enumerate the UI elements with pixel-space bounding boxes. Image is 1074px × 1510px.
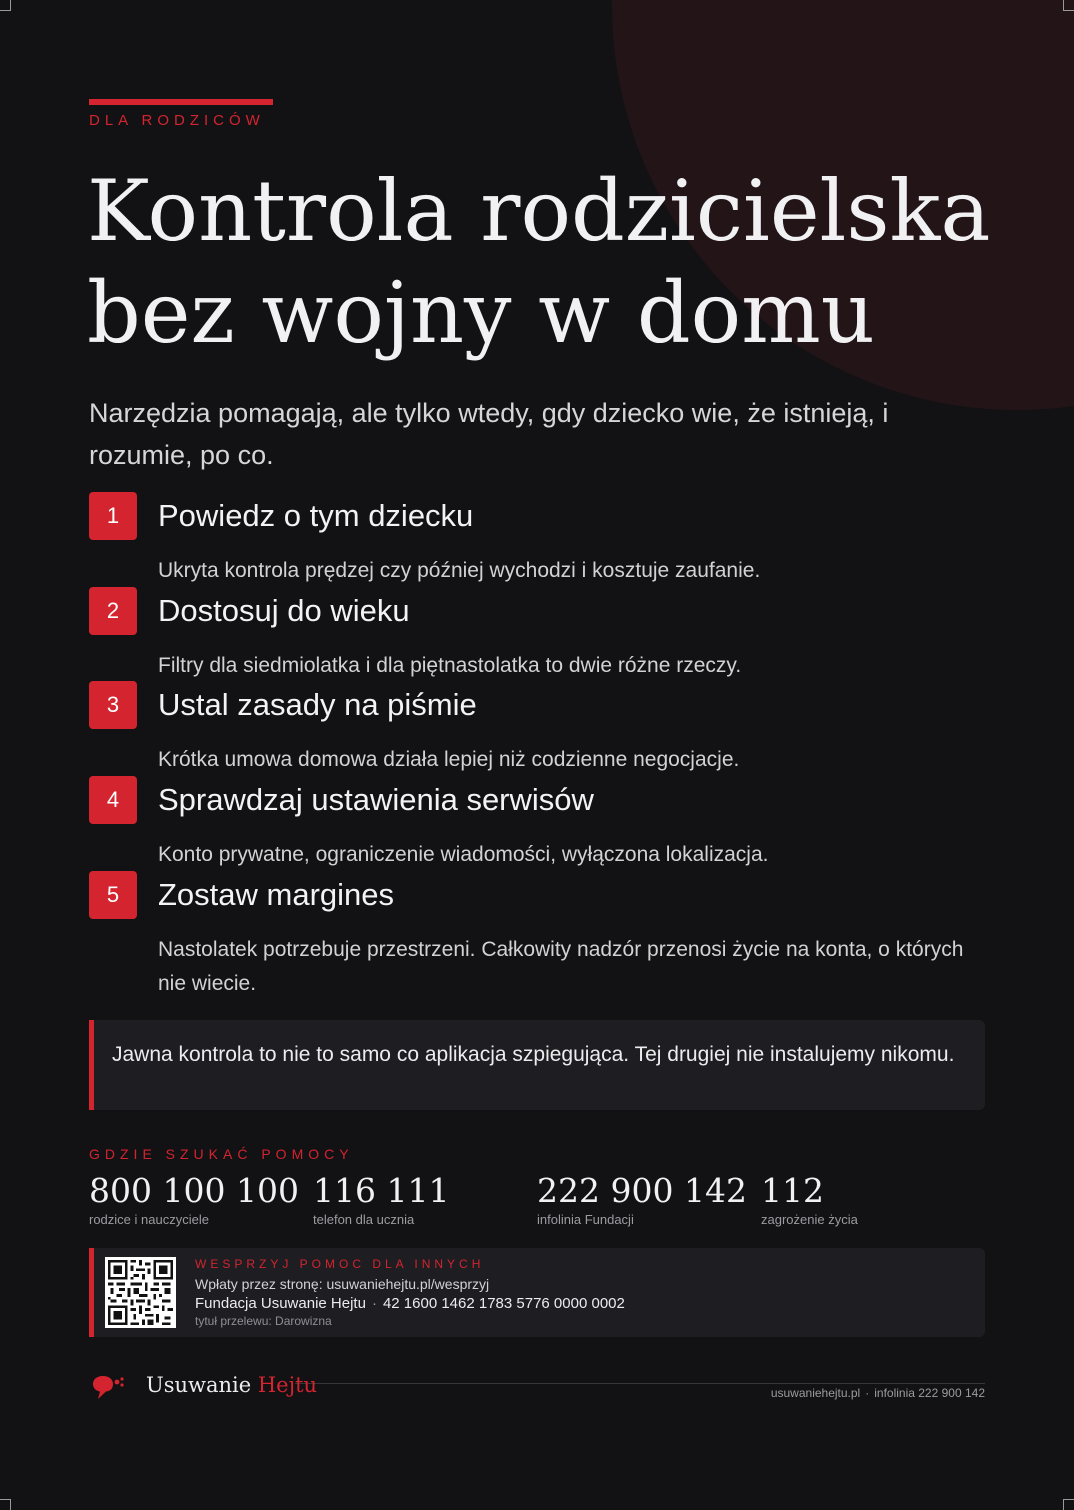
warning-callout: Jawna kontrola to nie to samo co aplikacja szpiegująca. Tej drugiej nie instalujemy nikomu. — [89, 1020, 985, 1110]
logo-word-1: Usuwanie — [146, 1373, 252, 1397]
hotline-number: 112 — [761, 1171, 824, 1210]
support-panel — [89, 1248, 985, 1337]
footer-divider — [295, 1383, 985, 1384]
step-title: Dostosuj do wieku — [158, 593, 410, 628]
hotline-item — [89, 1170, 299, 1228]
step-number-badge: 3 — [89, 681, 137, 729]
logo-wordmark — [146, 1371, 317, 1399]
hotline-label: infolinia Fundacji — [537, 1212, 634, 1227]
crop-mark — [1063, 0, 1074, 11]
title-line-2: bez wojny w domu — [87, 264, 875, 362]
separator: · — [371, 1295, 377, 1312]
support-heading: WESPRZYJ POMOC DLA INNYCH — [195, 1257, 485, 1271]
hotline-item — [313, 1170, 449, 1228]
logo-graphic — [91, 1372, 125, 1402]
foundation-name: Fundacja Usuwanie Hejtu — [195, 1295, 366, 1312]
step-title: Zostaw margines — [158, 877, 395, 912]
title-line-1: Kontrola rodzicielska — [87, 162, 991, 260]
accent-bar — [89, 99, 273, 105]
speech-bubble-logo-icon — [91, 1372, 125, 1407]
footer-hotline: infolinia 222 900 142 — [874, 1386, 985, 1400]
support-donate-line: Wpłaty przez stronę: usuwaniehejtu.pl/wesprzyj — [195, 1276, 490, 1292]
eyebrow-label: DLA RODZICÓW — [89, 112, 265, 129]
lead-paragraph: Narzędzia pomagają, ale tylko wtedy, gdy dziecko wie, że istnieją, i rozumie, po co. — [89, 398, 889, 470]
step-number-badge: 5 — [89, 871, 137, 919]
transfer-title: tytuł przelewu: Darowizna — [195, 1314, 332, 1328]
crop-mark — [1063, 1499, 1074, 1510]
crop-mark — [0, 0, 11, 11]
step-number-badge: 4 — [89, 776, 137, 824]
hotline-label: telefon dla ucznia — [313, 1212, 415, 1227]
page-title — [87, 160, 1047, 364]
separator: · — [865, 1386, 870, 1400]
help-heading: GDZIE SZUKAĆ POMOCY — [89, 1146, 354, 1162]
footer-website: usuwaniehejtu.pl — [770, 1386, 861, 1400]
hotline-item — [537, 1170, 747, 1228]
step-description: Filtry dla siedmiolatka i dla piętnastolatka to dwie różne rzeczy. — [158, 654, 742, 677]
logo-word-2: Hejtu — [257, 1373, 318, 1397]
bank-account-number: 42 1600 1462 1783 5776 0000 0002 — [382, 1295, 625, 1312]
qr-code-graphic — [105, 1257, 176, 1328]
crop-mark — [0, 1499, 11, 1510]
qr-code-icon — [105, 1257, 176, 1328]
hotline-label: rodzice i nauczyciele — [89, 1212, 209, 1227]
step-title: Sprawdzaj ustawienia serwisów — [158, 782, 594, 817]
step-title: Powiedz o tym dziecku — [158, 498, 474, 533]
step-description: Konto prywatne, ograniczenie wiadomości, wyłączona lokalizacja. — [158, 843, 769, 866]
support-account-line — [195, 1294, 625, 1314]
step-number-badge: 1 — [89, 492, 137, 540]
step-description: Krótka umowa domowa działa lepiej niż codzienne negocjacje. — [158, 748, 740, 771]
step-description: Ukryta kontrola prędzej czy później wychodzi i kosztuje zaufanie. — [158, 559, 761, 582]
hotline-number: 800 100 100 — [89, 1171, 299, 1210]
footer-contact — [771, 1385, 985, 1401]
step-description: Nastolatek potrzebuje przestrzeni. Całkowity nadzór przenosi życie na konta, o których nie wiecie. — [158, 938, 964, 995]
hotline-item — [761, 1170, 858, 1228]
step-number-badge: 2 — [89, 587, 137, 635]
step-title: Ustal zasady na piśmie — [158, 687, 477, 722]
hotline-number: 222 900 142 — [537, 1171, 747, 1210]
hotline-label: zagrożenie życia — [761, 1212, 858, 1227]
hotline-number: 116 111 — [313, 1171, 450, 1210]
